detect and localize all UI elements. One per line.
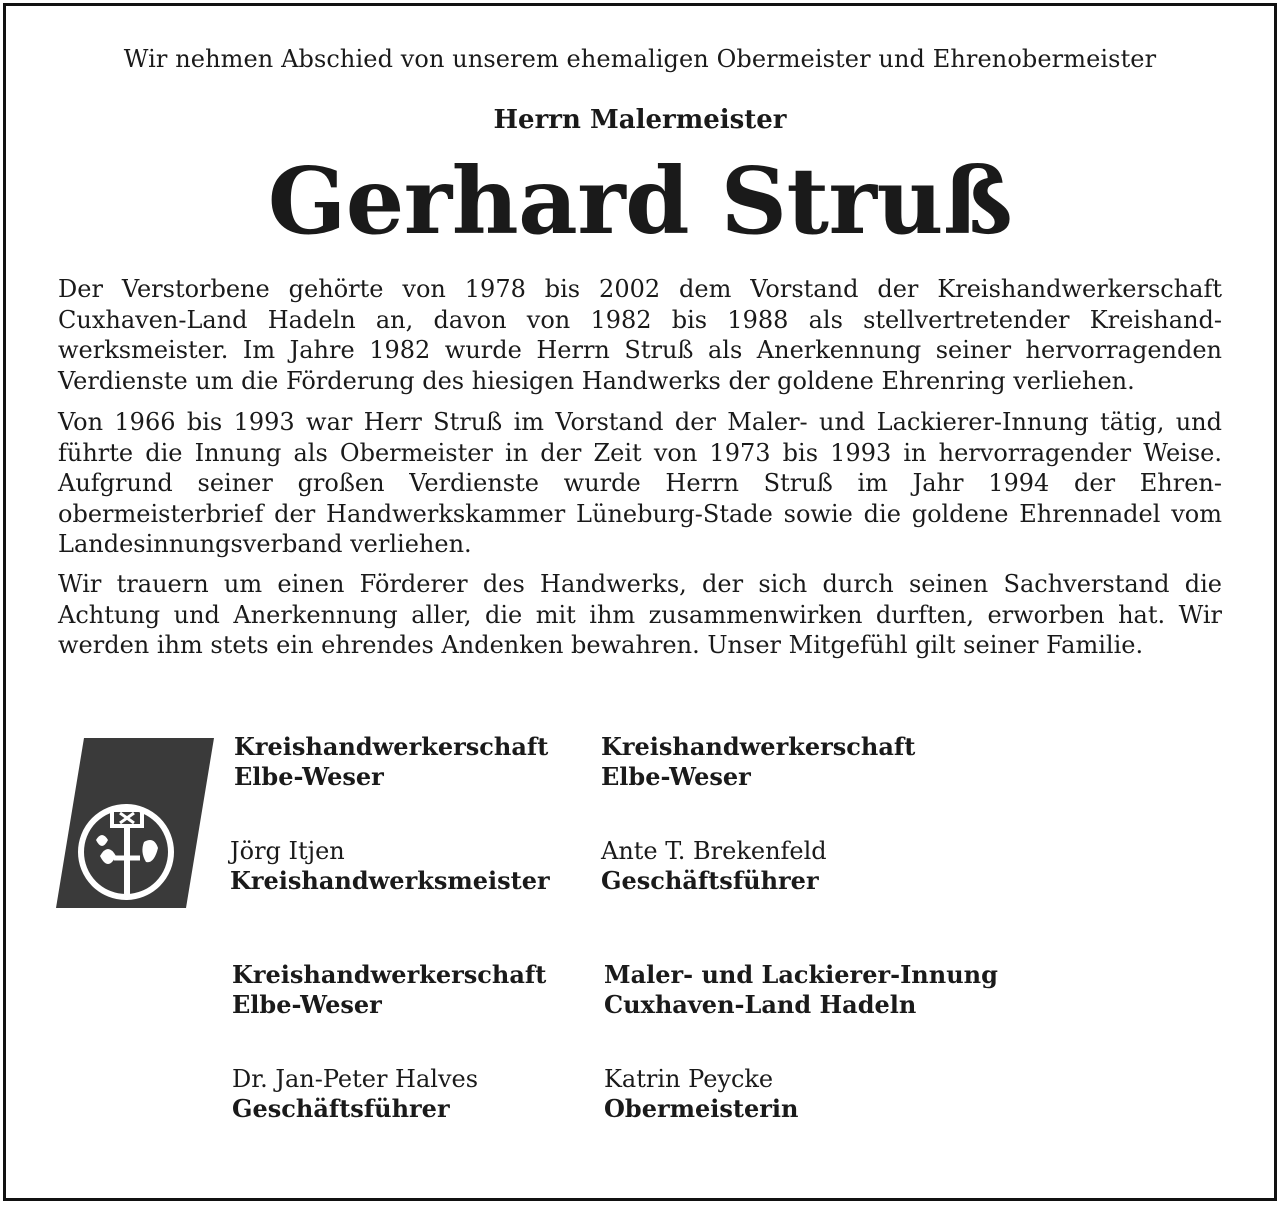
signatory-4-person (604, 1064, 798, 1124)
signatory-1-role: Kreishandwerksmeister (230, 866, 550, 895)
signatory-2 (601, 732, 915, 792)
signatory-3-person (232, 1064, 478, 1124)
signatory-3-org-line2: Elbe-Weser (232, 990, 382, 1019)
signatory-3-name: Dr. Jan-Peter Halves (232, 1065, 479, 1093)
signatory-4-org-line2: Cuxhaven-Land Hadeln (604, 990, 917, 1019)
paragraph-1: Der Verstorbene gehörte von 1978 bis 2002 dem Vorstand der Kreishandwerkerschaft Cuxhaven-Land Hadeln an, davon von 1982 bis 1988 als stellvertretender Kreishand-werksmeister. Im Jahre 1982 wurde Herrn Struß als Anerkennung seiner hervorragenden Verdienste um die Förderung des hiesigen Handwerks der goldene Ehrenring verliehen. (58, 275, 1222, 395)
signatory-3-org-line1: Kreishandwerkerschaft (232, 960, 547, 989)
intro-line: Wir nehmen Abschied von unserem ehemaligen Obermeister und Ehrenobermeister (123, 45, 1157, 73)
signatory-1 (234, 732, 548, 792)
signatory-1-org-line1: Kreishandwerkerschaft (234, 732, 549, 761)
paragraph-2: Von 1966 bis 1993 war Herr Struß im Vorstand der Maler- und Lackierer-Innung tätig, und führte die Innung als Obermeister in der Zeit von 1973 bis 1993 in hervorragender Weise. Aufgrund seiner großen Verdienste wurde Herrn Struß im Jahr 1994 der Ehren-obermeisterbrief der Handwerkskammer Lüneburg-Stade sowie die goldene Ehrennadel vom Landesinnungsverband verliehen. (58, 408, 1222, 558)
signatory-2-org-line1: Kreishandwerkerschaft (601, 732, 916, 761)
signatory-1-person (230, 836, 550, 896)
signatory-2-person (601, 836, 827, 896)
signatory-1-org-line2: Elbe-Weser (234, 762, 384, 791)
signatory-2-role: Geschäftsführer (601, 866, 819, 895)
subtitle: Herrn Malermeister (493, 105, 787, 135)
signatory-3 (232, 960, 546, 1020)
signatory-4-org-line1: Maler- und Lackierer-Innung (604, 960, 998, 989)
signatory-4 (604, 960, 998, 1020)
signatory-1-name: Jörg Itjen (230, 837, 345, 865)
paragraph-3: Wir trauern um einen Förderer des Handwerks, der sich durch seinen Sachverstand die Achtung und Anerkennung aller, die mit ihm zusammenwirken durften, erworben hat. Wir werden ihm stets ein ehrendes Andenken bewahren. Unser Mitgefühl gilt seiner Familie. (58, 570, 1222, 659)
deceased-name: Gerhard Struß (267, 147, 1013, 255)
signatory-4-name: Katrin Peycke (604, 1065, 774, 1093)
guild-logo-icon (56, 738, 216, 908)
signatory-4-role: Obermeisterin (604, 1094, 799, 1123)
signatory-2-org-line2: Elbe-Weser (601, 762, 751, 791)
signatory-2-name: Ante T. Brekenfeld (601, 837, 827, 865)
signatory-3-role: Geschäftsführer (232, 1094, 450, 1123)
